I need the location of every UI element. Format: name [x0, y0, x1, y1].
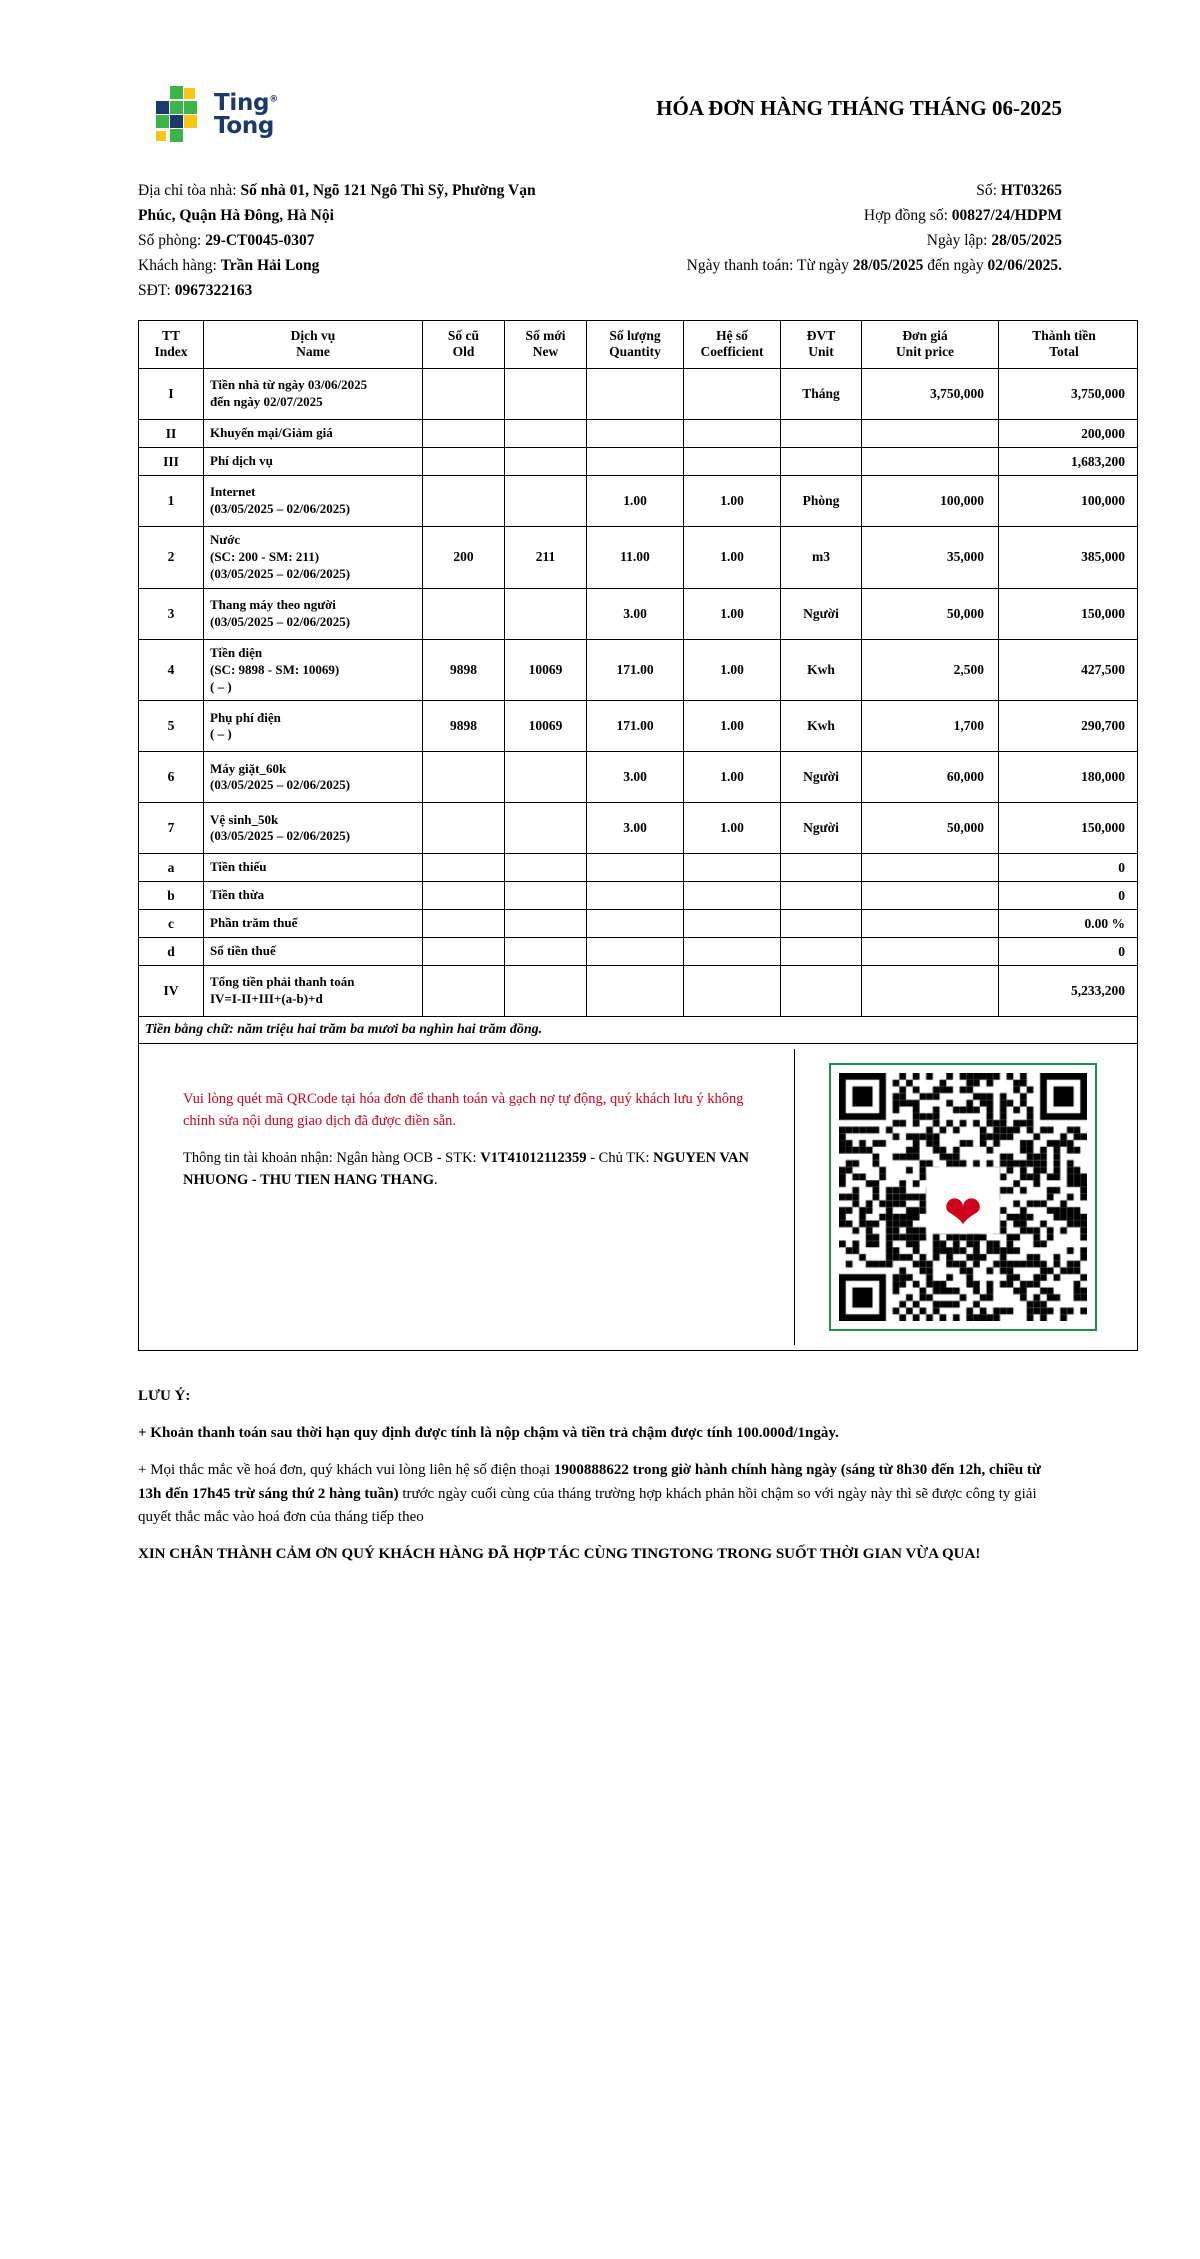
cell-old [423, 420, 505, 448]
service-name: Thang máy theo người [210, 596, 336, 612]
cell-unit-price: 2,500 [862, 639, 999, 701]
created-date [927, 228, 1062, 253]
cell-old [423, 752, 505, 803]
cell-unit [781, 882, 862, 910]
invoice-table-foot [139, 1016, 1138, 1350]
brand-registered-mark: ® [269, 93, 278, 104]
cell-new [505, 752, 587, 803]
cell-unit [781, 938, 862, 966]
cell-old [423, 803, 505, 854]
table-row [139, 938, 1138, 966]
cell-index: a [139, 854, 204, 882]
col-name: Dịch vụ Name [204, 320, 423, 369]
contract-label: Hợp đồng số: [863, 207, 948, 225]
cell-new [505, 420, 587, 448]
cell-name [204, 882, 423, 910]
cell-unit-price: 100,000 [862, 476, 999, 527]
col-quantity: Số lượng Quantity [587, 320, 684, 369]
table-header-row [139, 320, 1138, 369]
cell-index: I [139, 369, 204, 420]
cell-index: 3 [139, 588, 204, 639]
page-title: HÓA ĐƠN HÀNG THÁNG THÁNG 06-2025 [656, 96, 1062, 120]
brand-name-line2: Tong [214, 113, 275, 139]
document-header [138, 80, 1062, 144]
table-row [139, 369, 1138, 420]
cell-name [204, 527, 423, 589]
service-name-detail: ( – ) [210, 726, 232, 742]
cell-coefficient [684, 369, 781, 420]
cell-total: 0 [999, 882, 1138, 910]
col-coefficient: Hệ số Coefficient [684, 320, 781, 369]
service-name-detail: (03/05/2025 – 02/06/2025) [210, 828, 351, 844]
cell-unit-price [862, 938, 999, 966]
cell-quantity [587, 854, 684, 882]
cell-total: 100,000 [999, 476, 1138, 527]
cell-unit [781, 854, 862, 882]
cell-name [204, 639, 423, 701]
cell-unit-price [862, 910, 999, 938]
payment-block [145, 1049, 1131, 1345]
table-row [139, 701, 1138, 752]
cell-old [423, 854, 505, 882]
cell-unit [781, 910, 862, 938]
customer-phone [138, 278, 1062, 303]
brand-logo [138, 80, 278, 144]
service-name: Tiền điện [210, 644, 263, 660]
bank-prefix: Thông tin tài khoản nhận: Ngân hàng OCB - STK: [183, 1150, 477, 1167]
customer-name [138, 253, 687, 278]
cell-total: 1,683,200 [999, 448, 1138, 476]
cell-old [423, 938, 505, 966]
room-value: 29-CT0045-0307 [205, 232, 315, 250]
cell-quantity: 3.00 [587, 803, 684, 854]
service-name-detail: (03/05/2025 – 02/06/2025) [210, 501, 351, 517]
cell-total: 0 [999, 854, 1138, 882]
cell-coefficient [684, 854, 781, 882]
cell-old: 9898 [423, 701, 505, 752]
cell-unit: Người [781, 752, 862, 803]
cell-name [204, 476, 423, 527]
cell-unit: m3 [781, 527, 862, 589]
cell-coefficient [684, 448, 781, 476]
invoice-number [976, 178, 1062, 203]
customer-label: Khách hàng: [138, 257, 217, 275]
col-unit: ĐVT Unit [781, 320, 862, 369]
cell-total: 3,750,000 [999, 369, 1138, 420]
room-number [138, 228, 927, 253]
cell-unit: Tháng [781, 369, 862, 420]
cell-total: 385,000 [999, 527, 1138, 589]
invoice-table-head [139, 320, 1138, 369]
table-row [139, 752, 1138, 803]
customer-value: Trần Hải Long [220, 257, 320, 275]
contract-number [864, 203, 1062, 228]
table-row [139, 854, 1138, 882]
service-name: Internet [210, 484, 256, 500]
cell-quantity: 3.00 [587, 588, 684, 639]
table-row [139, 965, 1138, 1016]
cell-name [204, 752, 423, 803]
phone-label: SĐT: [138, 282, 171, 300]
service-name: Tiền nhà từ ngày 03/06/2025 [210, 377, 368, 393]
invoice-number-label: Số: [976, 182, 997, 199]
service-name: Tổng tiền phải thanh toán [210, 974, 355, 990]
bank-account-owner: NGUYEN VAN NHUONG - THU TIEN HANG THANG [183, 1150, 749, 1189]
thanks-message: XIN CHÂN THÀNH CẢM ƠN QUÝ KHÁCH HÀNG ĐÃ HỢP TÁC CÙNG TINGTONG TRONG SUỐT THỜI GIAN VỪA QUA! [138, 1546, 981, 1563]
cell-unit-price: 50,000 [862, 803, 999, 854]
cell-quantity [587, 369, 684, 420]
service-name: Phí dịch vụ [210, 453, 273, 469]
payment-period [687, 253, 1062, 278]
address-value-line2: Phúc, Quận Hà Đông, Hà Nội [138, 207, 334, 225]
cell-new: 211 [505, 527, 587, 589]
col-unit-price: Đơn giá Unit price [862, 320, 999, 369]
cell-unit-price [862, 448, 999, 476]
note-late-payment: + Khoản thanh toán sau thời hạn quy định được tính là nộp chậm và tiền trả chậm được tính 100.000đ/1ngày. [138, 1425, 839, 1442]
building-address [138, 178, 976, 203]
table-row [139, 910, 1138, 938]
cell-unit-price [862, 882, 999, 910]
tingtong-logo-icon [148, 86, 206, 144]
service-name-detail: (03/05/2025 – 02/06/2025) [210, 565, 351, 581]
cell-quantity: 3.00 [587, 752, 684, 803]
cell-coefficient: 1.00 [684, 527, 781, 589]
cell-old [423, 476, 505, 527]
cell-unit-price: 60,000 [862, 752, 999, 803]
bank-mid: - Chủ TK: [590, 1150, 650, 1167]
cell-new [505, 938, 587, 966]
cell-index: 2 [139, 527, 204, 589]
cell-coefficient: 1.00 [684, 476, 781, 527]
cell-coefficient: 1.00 [684, 588, 781, 639]
cell-total: 5,233,200 [999, 965, 1138, 1016]
cell-unit-price: 1,700 [862, 701, 999, 752]
cell-unit [781, 965, 862, 1016]
table-row [139, 882, 1138, 910]
cell-coefficient [684, 938, 781, 966]
cell-unit-price [862, 420, 999, 448]
cell-new [505, 476, 587, 527]
address-value-line1: Số nhà 01, Ngõ 121 Ngô Thì Sỹ, Phường Vạn [240, 182, 536, 199]
invoice-meta [138, 178, 1062, 304]
qr-frame [829, 1063, 1097, 1331]
service-name: Tiền thiếu [210, 859, 267, 875]
notes-heading: LƯU Ý: [138, 1387, 191, 1404]
service-name: Phụ phí điện [210, 709, 281, 725]
cell-unit: Người [781, 588, 862, 639]
service-name-detail: (03/05/2025 – 02/06/2025) [210, 613, 351, 629]
bank-account-number: V1T41012112359 [480, 1150, 587, 1167]
cell-coefficient [684, 420, 781, 448]
table-row [139, 588, 1138, 639]
cell-total: 200,000 [999, 420, 1138, 448]
cell-name [204, 910, 423, 938]
table-row [139, 476, 1138, 527]
cell-old [423, 588, 505, 639]
payment-period-mid: đến ngày [927, 257, 984, 275]
cell-quantity: 171.00 [587, 701, 684, 752]
col-new: Số mới New [505, 320, 587, 369]
cell-index: 4 [139, 639, 204, 701]
cell-quantity [587, 420, 684, 448]
service-name-detail: (SC: 200 - SM: 211) [210, 548, 320, 564]
service-name-detail: ( – ) [210, 678, 232, 694]
cell-index: 1 [139, 476, 204, 527]
cell-coefficient [684, 965, 781, 1016]
cell-coefficient [684, 910, 781, 938]
cell-total: 427,500 [999, 639, 1138, 701]
cell-unit: Kwh [781, 701, 862, 752]
invoice-table [138, 320, 1138, 1351]
service-name: Khuyến mại/Giảm giá [210, 425, 333, 441]
cell-new: 10069 [505, 639, 587, 701]
cell-new [505, 882, 587, 910]
cell-index: 6 [139, 752, 204, 803]
cell-old [423, 910, 505, 938]
cell-new: 10069 [505, 701, 587, 752]
cell-name [204, 938, 423, 966]
note-support-hotline: 1900888622 trong giờ hành chính hàng ngày (sáng từ 8h30 đến 12h, chiều từ 13h đến 17h45 trừ sáng thứ 2 hàng tuần) [138, 1462, 1041, 1502]
cell-index: 7 [139, 803, 204, 854]
note-support [138, 1459, 1062, 1529]
cell-quantity [587, 882, 684, 910]
col-total: Thành tiền Total [999, 320, 1138, 369]
cell-name [204, 803, 423, 854]
payment-text [145, 1049, 794, 1345]
note-support-part2: trước ngày cuối cùng của tháng trường hợp khách phản hồi chậm so với ngày này thì sẽ được công ty giải quyết thắc mắc vào hoá đơn của tháng tiếp theo [138, 1485, 1037, 1525]
cell-coefficient: 1.00 [684, 639, 781, 701]
service-name: Phần trăm thuế [210, 915, 298, 931]
cell-unit: Phòng [781, 476, 862, 527]
cell-index: II [139, 420, 204, 448]
cell-unit-price: 35,000 [862, 527, 999, 589]
cell-unit: Người [781, 803, 862, 854]
cell-new [505, 369, 587, 420]
cell-index: c [139, 910, 204, 938]
cell-unit-price [862, 854, 999, 882]
table-row [139, 448, 1138, 476]
cell-quantity: 171.00 [587, 639, 684, 701]
cell-old [423, 448, 505, 476]
payment-period-to: 02/06/2025. [987, 257, 1062, 275]
table-row [139, 527, 1138, 589]
payment-period-from: 28/05/2025 [852, 257, 924, 275]
cell-index: 5 [139, 701, 204, 752]
cell-unit [781, 420, 862, 448]
cell-total: 290,700 [999, 701, 1138, 752]
payment-period-label: Ngày thanh toán: Từ ngày [686, 257, 849, 275]
cell-quantity [587, 938, 684, 966]
created-label: Ngày lập: [926, 232, 988, 250]
cell-new [505, 448, 587, 476]
service-name-detail: (SC: 9898 - SM: 10069) [210, 661, 340, 677]
cell-unit: Kwh [781, 639, 862, 701]
phone-value: 0967322163 [174, 282, 253, 300]
cell-name [204, 588, 423, 639]
invoice-number-value: HT03265 [1000, 182, 1062, 199]
cell-name [204, 854, 423, 882]
bank-suffix: . [433, 1172, 438, 1189]
cell-coefficient: 1.00 [684, 752, 781, 803]
cell-total: 150,000 [999, 588, 1138, 639]
cell-old [423, 965, 505, 1016]
service-name: Nước [210, 532, 241, 548]
cell-quantity: 11.00 [587, 527, 684, 589]
cell-name [204, 965, 423, 1016]
cell-name [204, 369, 423, 420]
cell-total: 150,000 [999, 803, 1138, 854]
cell-index: III [139, 448, 204, 476]
cell-unit-price: 3,750,000 [862, 369, 999, 420]
cell-new [505, 965, 587, 1016]
service-name: Vệ sinh_50k [210, 811, 279, 827]
cell-new [505, 588, 587, 639]
service-name-detail: (03/05/2025 – 02/06/2025) [210, 777, 351, 793]
created-value: 28/05/2025 [991, 232, 1062, 250]
cell-unit-price: 50,000 [862, 588, 999, 639]
service-name: Máy giặt_60k [210, 760, 287, 776]
table-row [139, 420, 1138, 448]
cell-name [204, 448, 423, 476]
cell-coefficient [684, 882, 781, 910]
cell-new [505, 910, 587, 938]
qr-area [794, 1049, 1131, 1345]
cell-index: b [139, 882, 204, 910]
cell-name [204, 420, 423, 448]
cell-quantity [587, 448, 684, 476]
cell-coefficient: 1.00 [684, 803, 781, 854]
amount-in-words-row [139, 1016, 1138, 1043]
bank-info [183, 1148, 768, 1192]
cell-old [423, 882, 505, 910]
col-index: TT Index [139, 320, 204, 369]
cell-total: 0 [999, 938, 1138, 966]
cell-unit-price [862, 965, 999, 1016]
cell-total: 0.00 % [999, 910, 1138, 938]
table-row [139, 803, 1138, 854]
cell-old [423, 369, 505, 420]
cell-old: 9898 [423, 639, 505, 701]
note-support-part1: + Mọi thắc mắc về hoá đơn, quý khách vui lòng liên hệ số điện thoại [138, 1462, 551, 1479]
cell-name [204, 701, 423, 752]
qr-instruction: Vui lòng quét mã QRCode tại hóa đơn để thanh toán và gạch nợ tự động, quý khách lưu ý không chỉnh sửa nội dung giao dịch đã được điền sẵn. [183, 1090, 744, 1129]
footer-notes [138, 1385, 1062, 1567]
service-name: Số tiền thuế [210, 943, 276, 959]
room-label: Số phòng: [138, 232, 202, 250]
col-old: Số cũ Old [423, 320, 505, 369]
service-name: Tiền thừa [210, 887, 265, 903]
cell-quantity [587, 910, 684, 938]
cell-index: d [139, 938, 204, 966]
amount-in-words: Tiền bằng chữ: năm triệu hai trăm ba mươi ba nghìn hai trăm đồng. [139, 1016, 1138, 1043]
address-label: Địa chỉ tòa nhà: [138, 182, 237, 199]
cell-unit [781, 448, 862, 476]
brand-wordmark [214, 89, 278, 139]
heart-icon: ❤ [943, 1186, 983, 1238]
table-row [139, 639, 1138, 701]
cell-index: IV [139, 965, 204, 1016]
contract-value: 00827/24/HDPM [951, 207, 1062, 225]
brand-name-line1: Ting [214, 89, 270, 116]
cell-new [505, 803, 587, 854]
service-name-detail: IV=I-II+III+(a-b)+d [210, 990, 323, 1006]
cell-quantity: 1.00 [587, 476, 684, 527]
payment-info-row [139, 1043, 1138, 1350]
cell-new [505, 854, 587, 882]
service-name-detail: đến ngày 02/07/2025 [210, 394, 323, 410]
invoice-table-body [139, 369, 1138, 1017]
cell-total: 180,000 [999, 752, 1138, 803]
cell-old: 200 [423, 527, 505, 589]
cell-coefficient: 1.00 [684, 701, 781, 752]
cell-quantity [587, 965, 684, 1016]
